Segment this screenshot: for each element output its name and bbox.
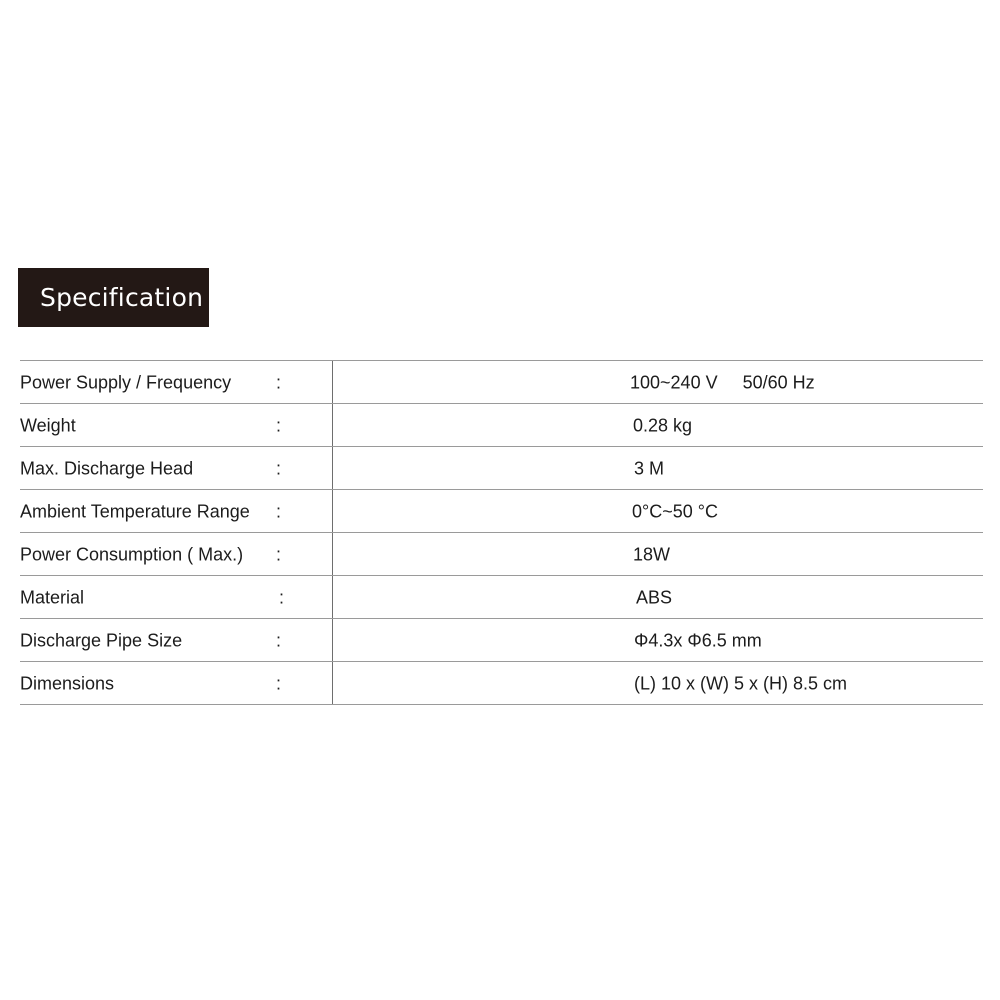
spec-row-material: [20, 576, 983, 619]
spec-label: Material: [20, 587, 85, 607]
spec-value: ABS: [636, 587, 673, 607]
spec-label: Ambient Temperature Range: [20, 501, 250, 521]
spec-row-discharge-head: [20, 447, 983, 490]
spec-value: 18W: [633, 544, 671, 564]
spec-colon: :: [276, 544, 282, 564]
spec-table: [20, 360, 983, 705]
page-title: Specification: [40, 283, 204, 312]
spec-row-dimensions: [20, 662, 983, 705]
spec-label: Max. Discharge Head: [20, 458, 194, 478]
spec-value: 0°C~50 °C: [632, 501, 718, 521]
spec-value: 3 M: [634, 458, 665, 478]
spec-value: 0.28 kg: [633, 415, 693, 435]
spec-row-power-supply: [20, 361, 983, 404]
spec-colon: :: [276, 673, 282, 693]
spec-colon: :: [276, 501, 282, 521]
spec-value: 100~240 V 50/60 Hz: [630, 372, 815, 392]
spec-colon: :: [276, 630, 282, 650]
row-divider: [20, 704, 983, 705]
spec-label: Discharge Pipe Size: [20, 630, 183, 650]
spec-label: Weight: [20, 415, 76, 435]
spec-value: Φ4.3x Φ6.5 mm: [634, 630, 762, 650]
spec-colon: :: [279, 587, 285, 607]
specification-title-box: [18, 268, 209, 327]
spec-colon: :: [276, 415, 282, 435]
spec-label: Dimensions: [20, 673, 115, 693]
spec-row-weight: [20, 404, 983, 447]
spec-colon: :: [276, 458, 282, 478]
spec-label: Power Consumption ( Max.): [20, 544, 244, 564]
spec-colon: :: [276, 372, 282, 392]
spec-row-power-consumption: [20, 533, 983, 576]
spec-row-pipe-size: [20, 619, 983, 662]
spec-value: (L) 10 x (W) 5 x (H) 8.5 cm: [634, 673, 848, 693]
spec-row-temperature: [20, 490, 983, 533]
spec-label: Power Supply / Frequency: [20, 372, 232, 392]
